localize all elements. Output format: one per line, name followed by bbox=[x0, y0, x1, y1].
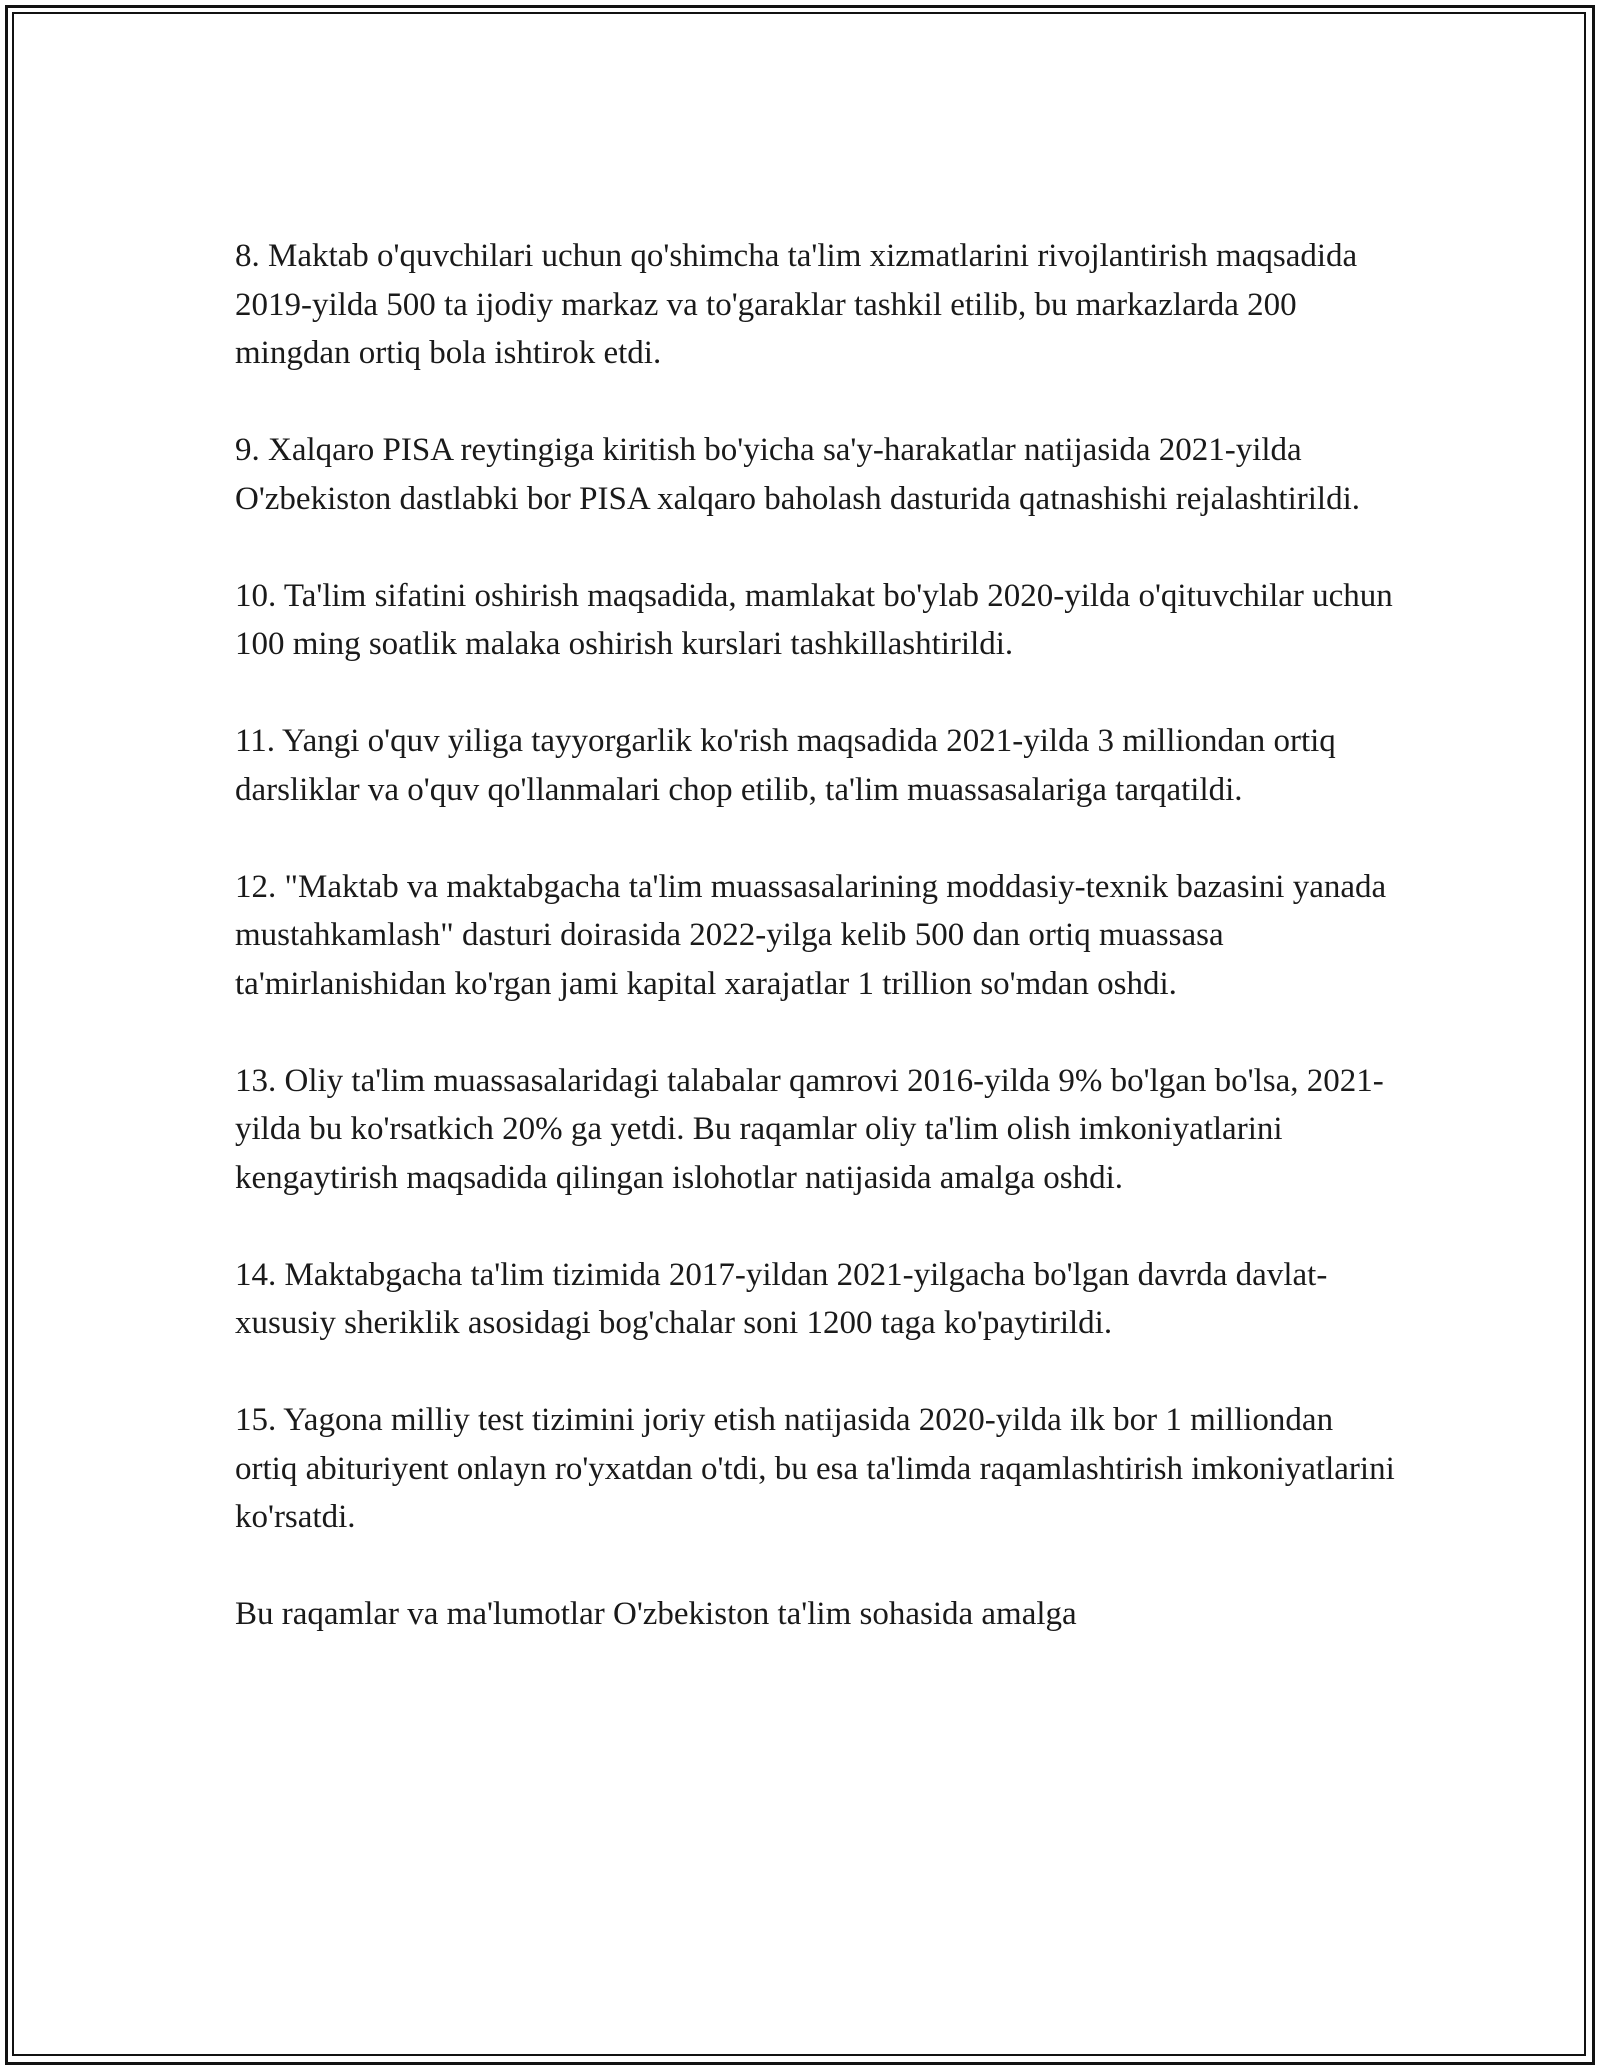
paragraph-item-12: 12. "Maktab va maktabgacha ta'lim muassasalarining moddasiy-texnik bazasini yanada mustahkamlash" dasturi doirasida 2022-yilga kelib 500 dan ortiq muassasa ta'mirlanishidan ko'rgan jami kapital xarajatlar 1 trillion so'mdan oshdi. bbox=[235, 868, 1387, 1002]
paragraph-item-8: 8. Maktab o'quvchilari uchun qo'shimcha ta'lim xizmatlarini rivojlantirish maqsadida 2019-yilda 500 ta ijodiy markaz va to'garaklar tashkil etilib, bu markazlarda 200 mingdan ortiq bola ishtirok etdi. bbox=[235, 238, 1358, 371]
paragraph-item-14: 14. Maktabgacha ta'lim tizimida 2017-yildan 2021-yilgacha bo'lgan davrda davlat-xususiy sheriklik asosidagi bog'chalar soni 1200 taga ko'paytirildi. bbox=[235, 1256, 1328, 1341]
document-body bbox=[235, 232, 1395, 1687]
paragraph-item-10: 10. Ta'lim sifatini oshirish maqsadida, mamlakat bo'ylab 2020-yilda o'qituvchilar uchun 100 ming soatlik malaka oshirish kurslari tashkillashtirildi. bbox=[235, 577, 1393, 662]
paragraph-item-9: 9. Xalqaro PISA reytingiga kiritish bo'yicha sa'y-harakatlar natijasida 2021-yilda O'zbekiston dastlabki bor PISA xalqaro baholash dasturida qatnashishi rejalashtirildi. bbox=[235, 432, 1360, 517]
paragraph-item-15: 15. Yagona milliy test tizimini joriy etish natijasida 2020-yilda ilk bor 1 milliondan ortiq abituriyent onlayn ro'yxatdan o'tdi, bu esa ta'limda raqamlashtirish imkoniyatlarini ko'rsatdi. bbox=[235, 1402, 1395, 1535]
paragraph-item-13: 13. Oliy ta'lim muassasalaridagi talabalar qamrovi 2016-yilda 9% bo'lgan bo'lsa, 2021-yilda bu ko'rsatkich 20% ga yetdi. Bu raqamlar oliy ta'lim olish imkoniyatlarini kengaytirish maqsadida qilingan islohotlar natijasida amalga oshdi. bbox=[235, 1062, 1384, 1196]
paragraph-item-11: 11. Yangi o'quv yiliga tayyorgarlik ko'rish maqsadida 2021-yilda 3 milliondan ortiq darsliklar va o'quv qo'llanmalari chop etilib, ta'lim muassasalariga tarqatildi. bbox=[235, 723, 1336, 808]
closing-paragraph: Bu raqamlar va ma'lumotlar O'zbekiston ta'lim sohasida amalga bbox=[235, 1596, 1077, 1632]
